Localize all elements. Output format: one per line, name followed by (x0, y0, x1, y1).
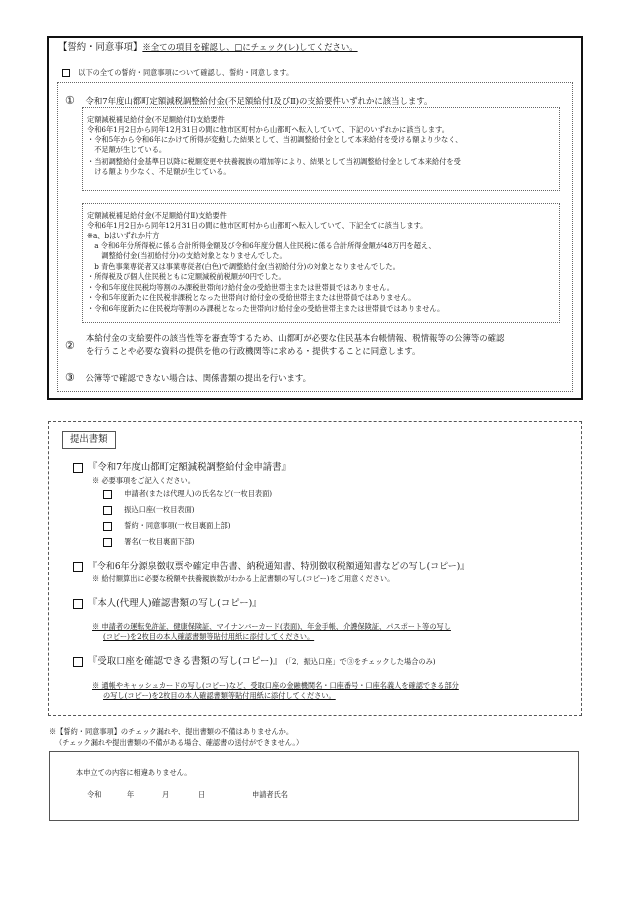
doc-1-sub-checkbox[interactable] (103, 522, 112, 531)
doc-1-sub-row (103, 489, 272, 499)
doc-3-note: ※ 申請者の運転免許証、健康保険証、マイナンバーカード(表面)、年金手帳、介護保険証、パスポート等の写し (92, 622, 451, 631)
doc-4-checkbox[interactable] (73, 657, 83, 667)
docs-title: 提出書類 (62, 431, 116, 449)
doc-4-note: の写し(コピー)を2枚目の本人確認書類等貼付用紙に添付してください。 (103, 691, 336, 700)
requirement-box-2-line: 令和6年1月2日から同年12月31日の間に他市区町村から山都町へ転入していて、下記全てに該当します。 (87, 221, 428, 230)
item-3-number: ③ (65, 371, 75, 384)
doc-4-title-suffix: (「2．振込口座」で③をチェックした場合のみ) (285, 657, 436, 666)
doc-1-sub-label: 振込口座(一枚目表面) (124, 505, 195, 514)
doc-2-row (73, 561, 469, 573)
sign-year: 年 (127, 790, 135, 799)
item-1-text: 令和7年度山都町定額減税調整給付金(不足額給付Ⅰ及びⅡ)の支給要件いずれかに該当します。 (85, 96, 433, 106)
doc-1-checkbox[interactable] (73, 463, 83, 473)
doc-3-row (73, 598, 262, 610)
pledge-title-label: 【誓約・同意事項】 (58, 42, 143, 53)
all-agree-row (62, 68, 293, 78)
doc-1-sub-label: 署名(一枚目裏面下部) (124, 537, 195, 546)
item-3-text: 公簿等で確認できない場合は、関係書類の提出を行います。 (85, 373, 311, 383)
requirement-box-2-line: ※a、bはいずれか片方 (87, 231, 160, 240)
doc-1-title: 『令和7年度山都町定額減税調整給付金申請書』 (87, 462, 291, 473)
doc-2-note: ※ 給付額算出に必要な税額や扶養親族数がわかる上記書類の写し(コピー)をご用意ください。 (92, 574, 395, 583)
applicant-name-label: 申請者氏名 (252, 790, 288, 799)
pledge-item-2-line: 本給付金の支給要件の該当性等を審査等するため、山都町が必要な住民基本台帳情報、税情報等の公簿等の確認 (86, 333, 505, 343)
requirement-box-2-heading: 定額減税補足給付金(不足額給付Ⅱ)支給要件 (87, 211, 227, 220)
requirement-box-1-heading: 定額減税補足給付金(不足額給付Ⅰ)支給要件 (87, 115, 225, 124)
doc-1-sub-label: 誓約・同意事項(一枚目裏面上部) (124, 521, 231, 530)
doc-3-note: (コピー)を2枚目の本人確認書類等貼付用紙に添付してください。 (103, 632, 315, 641)
pledge-item-2-number: ② (65, 339, 75, 352)
requirement-box-2-line: a 令和6年分所得税に係る合計所得金額及び令和6年度分個人住民税に係る合計所得金額が48万円を超え、 (87, 241, 436, 250)
doc-1-sub-checkbox[interactable] (103, 506, 112, 515)
requirement-box-1-line: ・当初調整給付金基準日以降に税額変更や扶養親族の増加等により、結果として当初調整給付金として本来給付を受 (87, 157, 461, 166)
doc-1-sub-row (103, 505, 195, 515)
requirement-box-1-line: ・令和5年から令和6年にかけて所得が変動した結果として、当初調整給付金として本来給付を受ける額より少なく、 (87, 135, 463, 144)
all-agree-checkbox[interactable] (62, 69, 70, 77)
requirement-box-2-line: ・令和5年度住民税均等割のみ課税世帯向け給付金の受給世帯主または世帯員ではありません。 (87, 283, 394, 292)
pledge-title (58, 42, 358, 54)
footer-note-line: ※【誓約・同意事項】のチェック漏れや、提出書類の不備はありませんか。 (49, 727, 294, 736)
doc-1-note: ※ 必要事項をご記入ください。 (92, 476, 195, 485)
doc-4-note: ※ 通帳やキャッシュカードの写し(コピー)など、受取口座の金融機関名・口座番号・口座名義人を確認できる部分 (92, 681, 459, 690)
item-1-number: ① (65, 94, 75, 107)
doc-2-checkbox[interactable] (73, 562, 83, 572)
footer-note-line: （チェック漏れや提出書類の不備がある場合、確認書の送付ができません。） (55, 738, 304, 747)
doc-4-title: 『受取口座を確認できる書類の写し(コピー)』 (87, 656, 283, 667)
doc-3-title: 『本人(代理人)確認書類の写し(コピー)』 (87, 598, 262, 609)
requirement-box-1-line: 令和6年1月2日から同年12月31日の間に他市区町村から山都町へ転入していて、下記のいずれかに該当します。 (87, 125, 449, 134)
doc-1-sub-row (103, 521, 231, 531)
doc-1-sub-row (103, 537, 195, 547)
requirement-box-2-line: ・所得税及び個人住民税ともに定額減税前税額が0円でした。 (87, 272, 286, 281)
pledge-item-1 (65, 95, 432, 107)
doc-4-row (73, 656, 436, 668)
requirement-box-1-line: ける額より少なく、不足額が生じている。 (87, 167, 231, 176)
doc-1-sub-label: 申請者(または代理人)の氏名など(一枚目表面) (124, 489, 273, 498)
doc-3-checkbox[interactable] (73, 599, 83, 609)
doc-1-sub-checkbox[interactable] (103, 490, 112, 499)
pledge-item-2-line: を行うことや必要な資料の提供を他の行政機関等に求める・提供することに同意します。 (86, 346, 421, 356)
requirement-box-2-line: ・令和5年度新たに住民税非課税となった世帯向け給付金の受給世帯主または世帯員ではありません。 (87, 293, 416, 302)
doc-2-title: 『令和6年分源泉徴収票や確定申告書、納税通知書、特別徴収税額通知書などの写し(コピー)』 (87, 562, 470, 572)
signature-statement: 本申立ての内容に相違ありません。 (76, 768, 192, 777)
sign-day: 日 (198, 790, 206, 799)
all-agree-label: 以下の全ての誓約・同意事項について確認し、誓約・同意します。 (78, 68, 294, 77)
sign-month: 月 (162, 790, 170, 799)
requirement-box-2-line: b 青色事業専従者又は事業専従者(白色)で調整給付金(当初給付分)の対象となりませんでした。 (87, 262, 400, 271)
signature-box (49, 751, 579, 821)
doc-1-sub-checkbox[interactable] (103, 538, 112, 547)
requirement-box-2-line: ・令和6年度新たに住民税均等割のみ課税となった世帯向け給付金の受給世帯主または世帯員ではありません。 (87, 304, 445, 313)
pledge-instruction: ※全ての項目を確認し、□にチェック(レ)してください。 (142, 42, 358, 52)
pledge-item-3 (65, 372, 311, 384)
sign-era: 令和 (87, 790, 102, 799)
requirement-box-1-line: 不足額が生じている。 (87, 145, 167, 154)
requirement-box-2-line: 調整給付金(当初給付分)の支給対象となりませんでした。 (87, 251, 287, 260)
doc-1-row (73, 462, 291, 474)
